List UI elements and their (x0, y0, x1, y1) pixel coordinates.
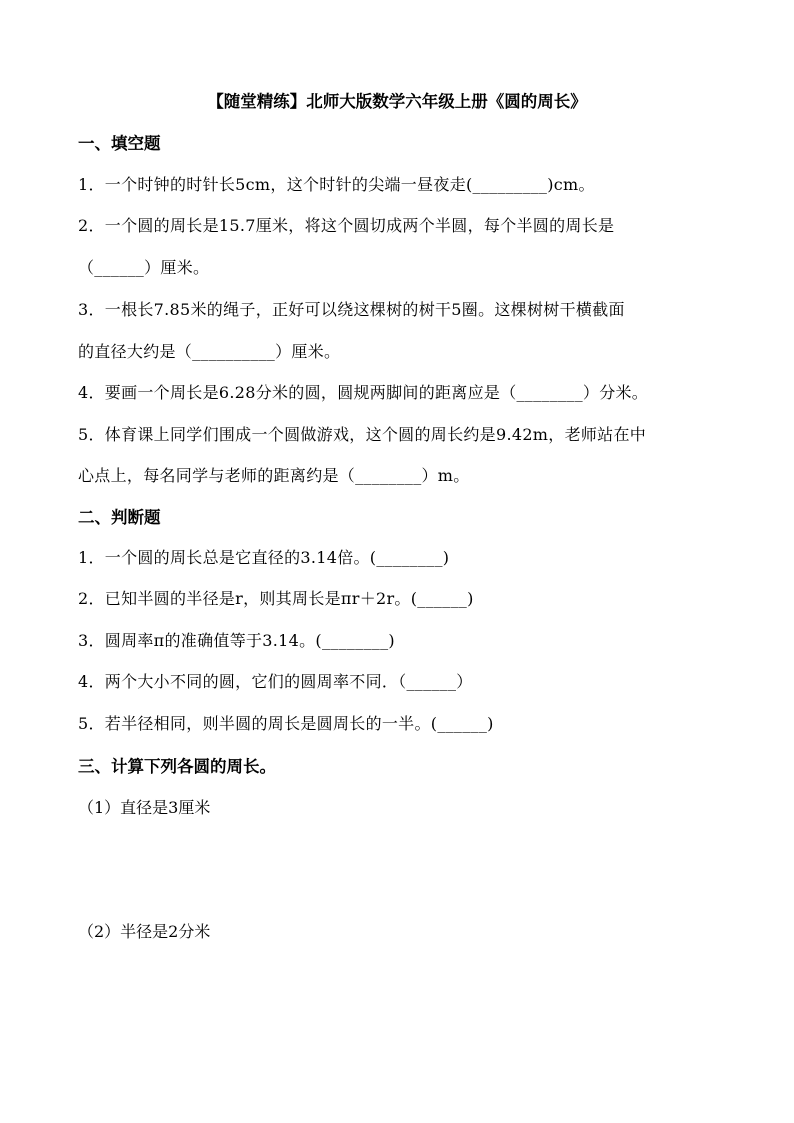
calculate-item-1: （1）直径是3厘米 (78, 798, 211, 817)
section-heading-true-false: 二、判断题 (78, 508, 161, 527)
fill-blank-question-1: 1．一个时钟的时针长5cm，这个时针的尖端一昼夜走(_________)cm。 (78, 175, 595, 194)
fill-blank-question-5-cont: 心点上，每名同学与老师的距离约是（________）m。 (78, 466, 470, 485)
calculate-item-2: （2）半径是2分米 (78, 922, 211, 941)
true-false-question-2: 2．已知半圆的半径是r，则其周长是πr＋2r。(______) (78, 589, 474, 608)
true-false-question-5: 5．若半径相同，则半圆的周长是圆周长的一半。(______) (78, 714, 494, 733)
true-false-question-4: 4．两个大小不同的圆，它们的圆周率不同．（______） (78, 672, 473, 691)
page-title: 【随堂精练】北师大版数学六年级上册《圆的周长》 (207, 92, 587, 111)
section-heading-fill-blank: 一、填空题 (78, 134, 161, 153)
section-heading-calculate: 三、计算下列各圆的周长。 (78, 757, 276, 776)
fill-blank-question-4: 4．要画一个周长是6.28分米的圆，圆规两脚间的距离应是（________）分米。 (78, 383, 649, 402)
fill-blank-question-3: 3．一根长7.85米的绳子，正好可以绕这棵树的树干5圈。这棵树树干横截面 (78, 300, 625, 319)
fill-blank-question-2: 2．一个圆的周长是15.7厘米，将这个圆切成两个半圆，每个半圆的周长是 (78, 216, 615, 235)
fill-blank-question-5: 5．体育课上同学们围成一个圆做游戏，这个圆的周长约是9.42m，老师站在中 (78, 425, 647, 444)
fill-blank-question-3-cont: 的直径大约是（__________）厘米。 (78, 342, 341, 361)
true-false-question-3: 3．圆周率π的准确值等于3.14。(________) (78, 631, 395, 650)
fill-blank-question-2-cont: （______）厘米。 (78, 258, 210, 277)
true-false-question-1: 1．一个圆的周长总是它直径的3.14倍。(________) (78, 548, 450, 567)
